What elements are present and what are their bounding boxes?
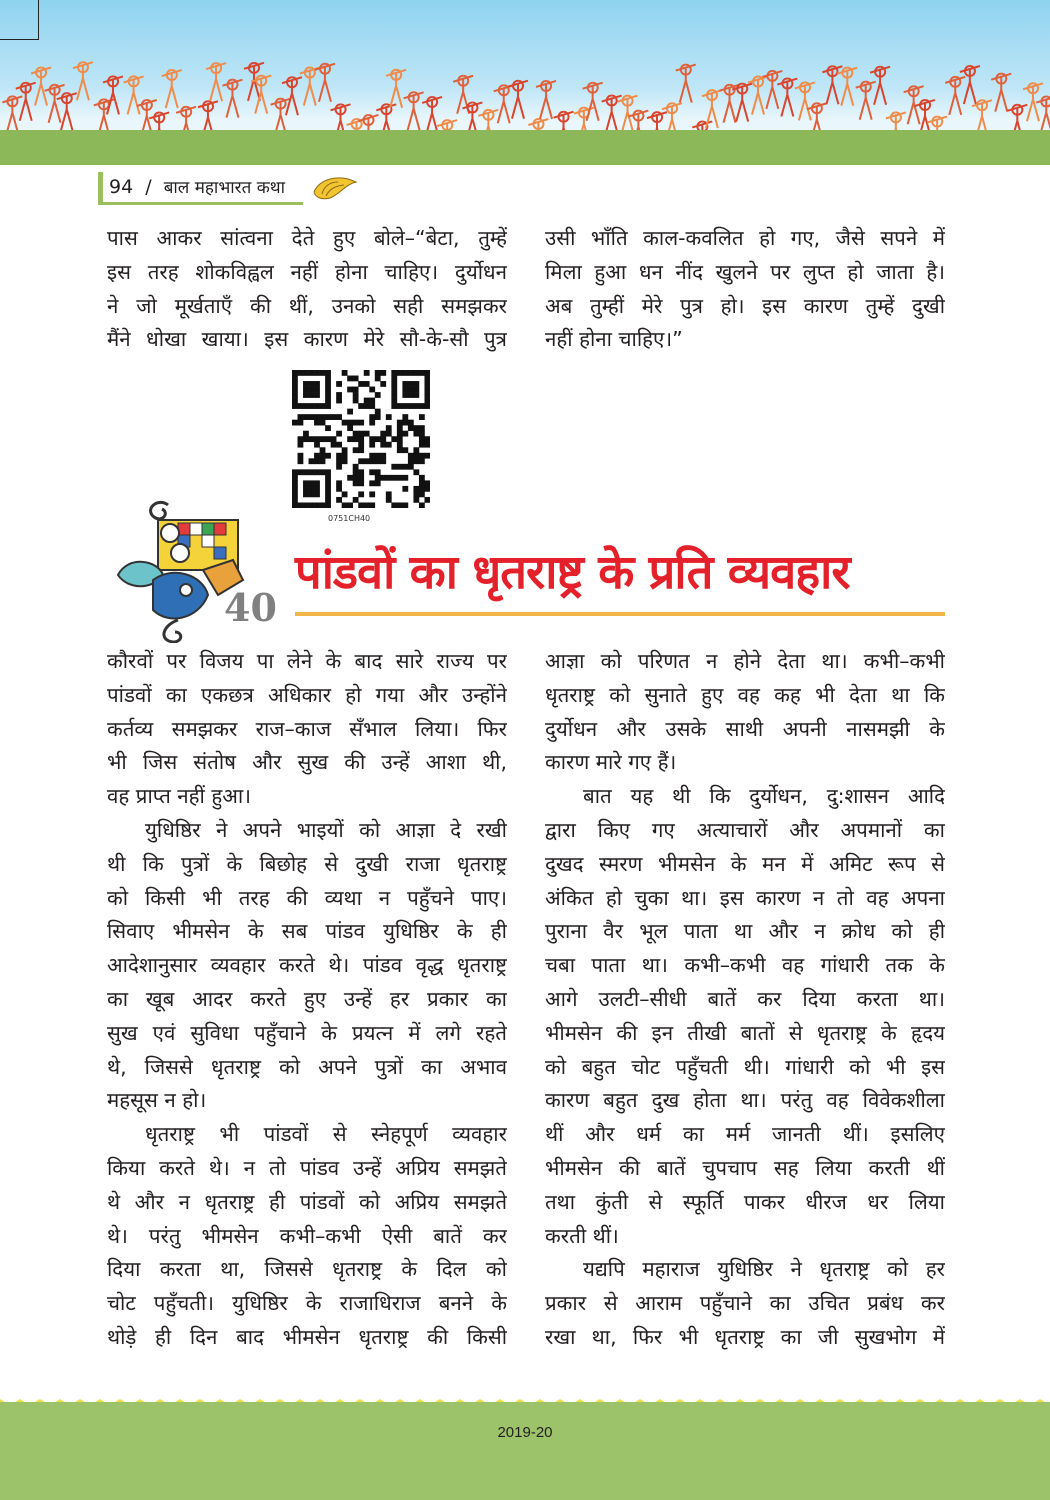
text-line: को बहुत चोट पहुँचती थी। गांधारी को भी इस [545, 1054, 945, 1079]
crop-mark [0, 39, 38, 40]
text-line: तथा कुंती से स्फूर्ति पाकर धीरज धर लिया [545, 1189, 945, 1214]
text-line: भीमसेन की इन तीखी बातों से धृतराष्ट्र के हृदय [545, 1020, 945, 1045]
title-rule [295, 612, 945, 616]
text-line: आज्ञा को परिणत न होने देता था। कभी–कभी [545, 649, 945, 673]
text-line: दुर्योधन और उसके साथी अपनी नासमझी के [545, 716, 945, 741]
edition-year: 2019-20 [497, 1424, 553, 1441]
text-line: सिवाए भीमसेन के सब पांडव युधिष्ठिर के ही [107, 919, 507, 944]
text-line: यद्यपि महाराज युधिष्ठिर ने धृतराष्ट्र को हर [583, 1257, 945, 1282]
text-line: धृतराष्ट्र भी पांडवों से स्नेहपूर्ण व्यवहार [145, 1122, 507, 1147]
body-right-column [545, 645, 945, 1355]
text-line: आदेशानुसार व्यवहार करते थे। पांडव वृद्ध धृतराष्ट्र [107, 953, 507, 978]
chapter-number: 40 [224, 585, 277, 630]
text-line: सुख एवं सुविधा पहुँचाने के प्रयत्न में लगे रहते [107, 1020, 507, 1045]
text-line: अंकित हो चुका था। इस कारण न तो वह अपना [545, 885, 945, 910]
text-line: बात यह थी कि दुर्योधन, दु:शासन आदि [583, 784, 945, 809]
text-line: करती थीं। [545, 1223, 619, 1248]
text-line: कारण बहुत दुख होता था। परंतु वह विवेकशीला [545, 1088, 945, 1113]
text-line: कौरवों पर विजय पा लेने के बाद सारे राज्य पर [107, 649, 507, 673]
book-title: बाल महाभारत कथा [163, 178, 286, 198]
text-line: रखा था, फिर भी धृतराष्ट्र का जी सुखभोग में [545, 1324, 945, 1349]
text-line: महसूस न हो। [107, 1088, 207, 1113]
text-line: पुराना वैर भूल पाता था और न क्रोध को ही [545, 919, 945, 944]
qr-code-label: 0751CH40 [328, 514, 371, 523]
text-line: दुखद स्मरण भीमसेन के मन में अमिट रूप से [545, 851, 945, 876]
text-line: ने जो मूर्खताएँ की थीं, उनको सही समझकर [107, 293, 507, 318]
text-line: वह प्राप्त नहीं हुआ। [107, 784, 251, 809]
text-line: मिला हुआ धन नींद खुलने पर लुप्त हो जाता है। [545, 259, 945, 284]
text-line: प्रकार से आराम पहुँचाने का उचित प्रबंध कर [545, 1291, 945, 1316]
text-line: द्वारा किए गए अत्याचारों और अपमानों का [545, 817, 945, 842]
text-line: पांडवों का एकछत्र अधिकार हो गया और उन्होंने [107, 682, 507, 707]
text-line: अब तुम्हीं मेरे पुत्र हो। इस कारण तुम्हें दुखी [545, 293, 945, 318]
footer-band [0, 1402, 1050, 1500]
text-line: धृतराष्ट्र को सुनाते हुए वह कह भी देता था कि [545, 682, 945, 707]
running-header [98, 172, 285, 202]
text-line: चबा पाता था। कभी–कभी वह गांधारी तक के [545, 953, 945, 978]
text-line: का खूब आदर करते हुए उन्हें हर प्रकार का [107, 986, 507, 1011]
qr-code[interactable] [292, 370, 430, 508]
text-line: थी कि पुत्रों के बिछोह से दुखी राजा धृतराष्ट्र [107, 851, 507, 876]
text-line: कारण मारे गए हैं। [545, 750, 677, 775]
chapter-title: पांडवों का धृतराष्ट्र के प्रति व्यवहार [295, 545, 850, 600]
text-line: थोड़े ही दिन बाद भीमसेन धृतराष्ट्र की किसी [107, 1324, 507, 1349]
page-number: 94 [109, 176, 134, 198]
text-line: दिया करता था, जिससे धृतराष्ट्र के दिल को [107, 1257, 507, 1282]
body-left-column [107, 645, 507, 1355]
text-line: युधिष्ठिर ने अपने भाइयों को आज्ञा दे रखी [145, 817, 507, 842]
text-line: पास आकर सांत्वना देते हुए बोले–“बेटा, तुम्हें [107, 226, 507, 250]
text-line: थीं और धर्म का मर्म जानती थीं। इसलिए [545, 1122, 945, 1147]
text-line: चोट पहुँचती। युधिष्ठिर के राजाधिराज बनने के [107, 1291, 507, 1316]
text-line: किया करते थे। न तो पांडव उन्हें अप्रिय समझते [107, 1155, 507, 1180]
text-line: थे। परंतु भीमसेन कभी–कभी ऐसी बातें कर [107, 1223, 507, 1248]
text-line: मैंने धोखा खाया। इस कारण मेरे सौ-के-सौ पुत्र [107, 327, 507, 352]
grass-strip [0, 130, 1050, 165]
text-line: भीमसेन की बातें चुपचाप सह लिया करती थीं [545, 1155, 945, 1180]
conch-shell-icon [310, 174, 360, 200]
text-line: को किसी भी तरह की व्यथा न पहुँचने पाए। [107, 885, 507, 910]
top-right-column [545, 222, 945, 357]
text-line: उसी भाँति काल-कवलित हो गए, जैसे सपने में [545, 226, 945, 250]
text-line: थे और न धृतराष्ट्र ही पांडवों को अप्रिय समझते [107, 1189, 507, 1214]
text-line: नहीं होना चाहिए।” [545, 327, 683, 352]
text-line: भी जिस संतोष और सुख की उन्हें आशा थी, [107, 750, 507, 775]
text-line: इस तरह शोकविह्वल नहीं होना चाहिए। दुर्योधन [107, 259, 507, 284]
header-separator: / [145, 176, 152, 198]
header-rule [98, 202, 303, 205]
text-line: आगे उलटी–सीधी बातें कर दिया करता था। [545, 986, 945, 1011]
text-line: कर्तव्य समझकर राज–काज सँभाल लिया। फिर [107, 716, 507, 741]
crop-mark [38, 0, 39, 40]
text-line: थे, जिससे धृतराष्ट्र को अपने पुत्रों का अभाव [107, 1054, 507, 1079]
top-left-column [107, 222, 507, 357]
